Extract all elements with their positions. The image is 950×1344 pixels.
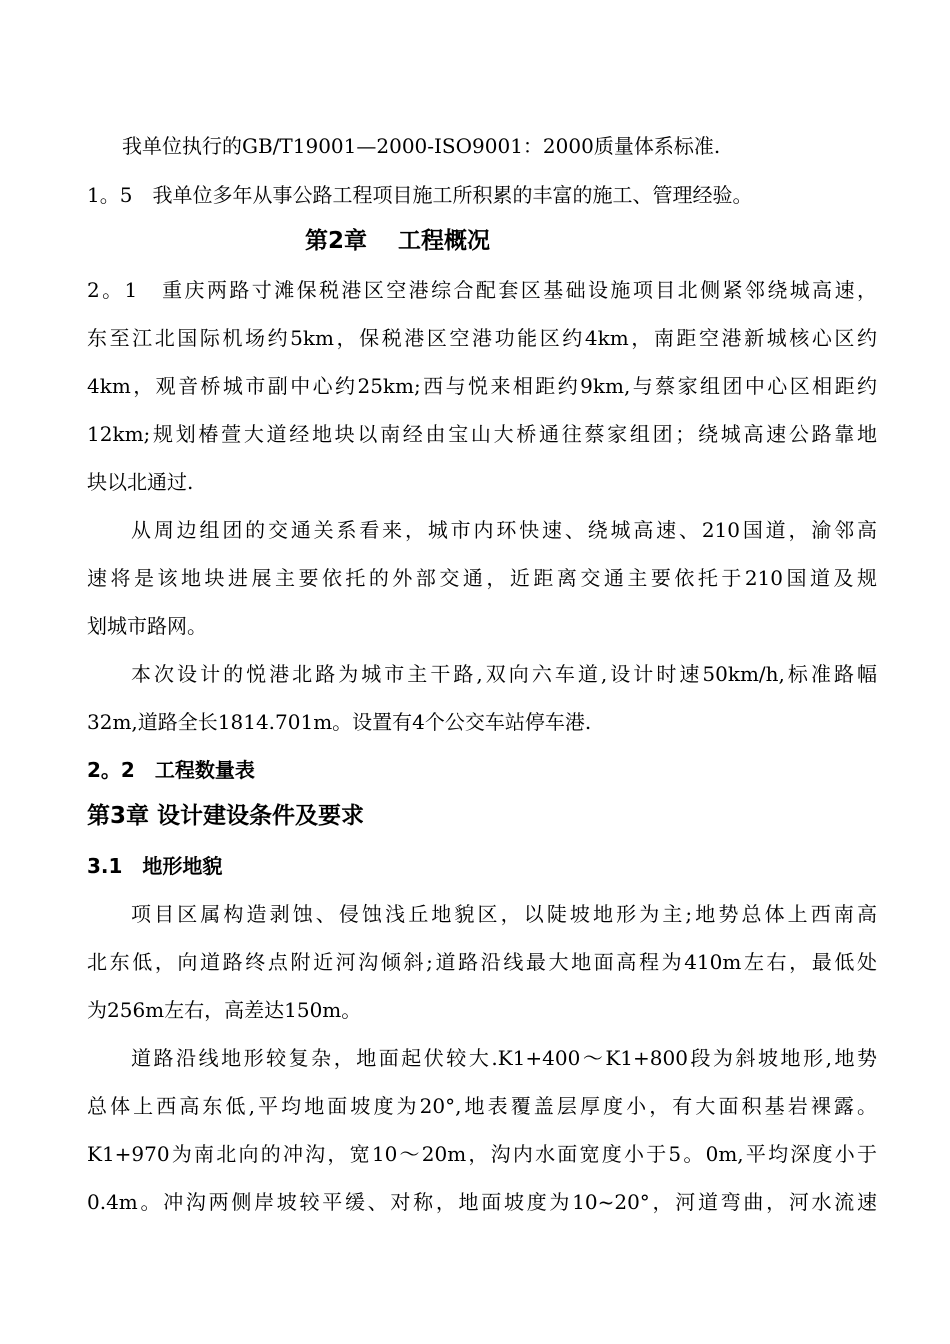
section-3-1-heading: 3.1 地形地貌 [87,854,223,878]
para-terrain-line3: 为256m左右，高差达150m。 [87,998,362,1022]
para-quality-standard: 我单位执行的GB/T19001—2000-ISO9001：2000质量体系标准. [122,134,721,158]
para-road-line4: 0.4m。冲沟两侧岸坡较平缓、对称，地面坡度为10~20°，河道弯曲，河水流速 [87,1190,877,1214]
para-design-line2: 32m,道路全长1814.701m。设置有4个公交车站停车港. [87,710,592,734]
para-2-1-line1: 2。1 重庆两路寸滩保税港区空港综合配套区基础设施项目北侧紧邻绕城高速， [87,278,877,302]
para-1-5: 1。5 我单位多年从事公路工程项目施工所积累的丰富的施工、管理经验。 [87,183,753,207]
section-2-2-heading: 2。2 工程数量表 [87,758,255,782]
para-road-line1: 道路沿线地形较复杂，地面起伏较大.K1+400～K1+800段为斜坡地形,地势 [131,1046,877,1070]
para-2-1-line5: 块以北通过. [87,470,194,494]
para-2-1-line3: 4km，观音桥城市副中心约25km;西与悦来相距约9km,与蔡家组团中心区相距约 [87,374,877,398]
para-road-line2: 总体上西高东低,平均地面坡度为20°,地表覆盖层厚度小，有大面积基岩裸露。 [87,1094,877,1118]
para-2-1-line4: 12km;规划椿萱大道经地块以南经由宝山大桥通往蔡家组团；绕城高速公路靠地 [87,422,877,446]
para-terrain-line1: 项目区属构造剥蚀、侵蚀浅丘地貌区，以陡坡地形为主;地势总体上西南高 [131,902,877,926]
para-traffic-line3: 划城市路网。 [87,614,207,638]
para-road-line3: K1+970为南北向的冲沟，宽10～20m，沟内水面宽度小于5。0m,平均深度小于 [87,1142,877,1166]
chapter-3-heading: 第3章 设计建设条件及要求 [87,803,365,829]
para-traffic-line2: 速将是该地块进展主要依托的外部交通，近距离交通主要依托于210国道及规 [87,566,877,590]
chapter-2-heading: 第2章 工程概况 [305,228,491,254]
para-terrain-line2: 北东低，向道路终点附近河沟倾斜;道路沿线最大地面高程为410m左右，最低处 [87,950,877,974]
para-2-1-line2: 东至江北国际机场约5km，保税港区空港功能区约4km，南距空港新城核心区约 [87,326,877,350]
para-traffic-line1: 从周边组团的交通关系看来，城市内环快速、绕城高速、210国道，渝邻高 [131,518,877,542]
para-design-line1: 本次设计的悦港北路为城市主干路,双向六车道,设计时速50km/h,标准路幅 [131,662,877,686]
